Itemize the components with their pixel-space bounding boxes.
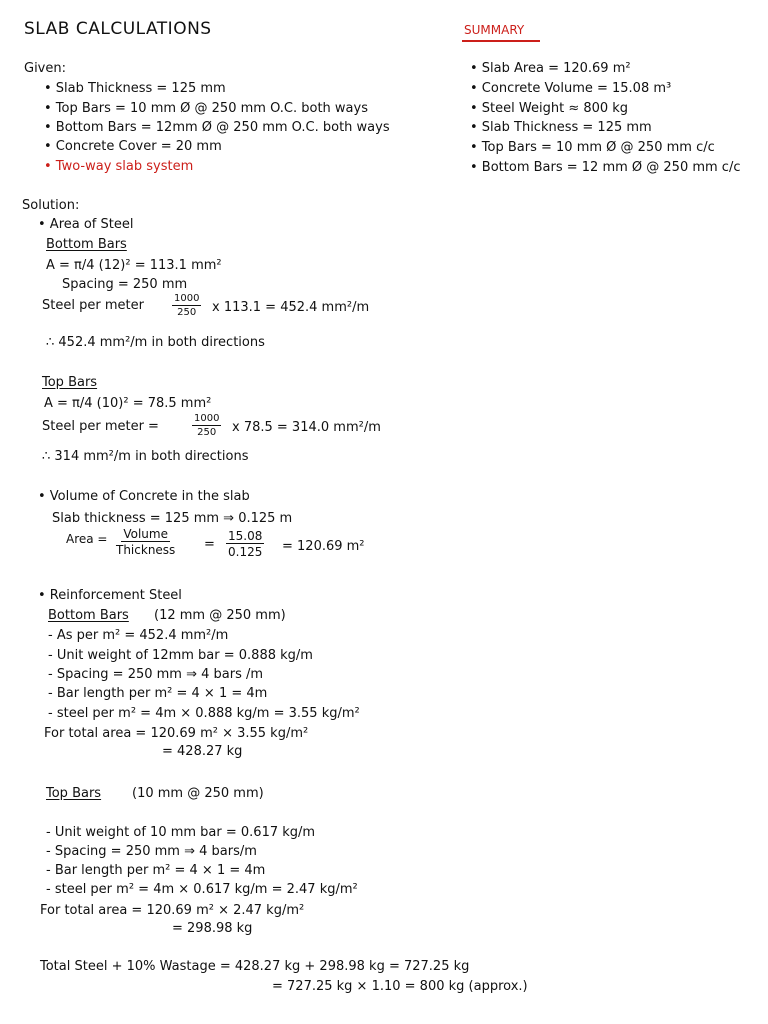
fraction-denominator: 250 — [197, 427, 217, 438]
bottom-steel-spec: (12 mm @ 250 mm) — [154, 608, 286, 623]
top-bars-spm-result: x 78.5 = 314.0 mm²/m — [232, 420, 381, 435]
calc-line: For total area = 120.69 m² × 3.55 kg/m² — [44, 726, 309, 741]
values-fraction — [226, 530, 264, 558]
fraction-denominator: 250 — [177, 307, 197, 318]
area-label: Area = — [66, 532, 108, 546]
summary-item: • Slab Thickness = 125 mm — [470, 120, 652, 135]
calc-line: - Spacing = 250 mm ⇒ 4 bars /m — [48, 667, 264, 682]
fraction-denominator: 0.125 — [228, 545, 263, 559]
bottom-bars-area: A = π/4 (12)² = 113.1 mm² — [46, 258, 222, 273]
top-steel-heading: Top Bars — [46, 786, 102, 801]
page-title: SLAB CALCULATIONS — [24, 19, 212, 39]
given-label: Given: — [24, 61, 66, 76]
calc-line: - Unit weight of 12mm bar = 0.888 kg/m — [48, 648, 313, 663]
calc-line: - steel per m² = 4m × 0.888 kg/m = 3.55 kg/m² — [48, 706, 360, 721]
calc-line: - Unit weight of 10 mm bar = 0.617 kg/m — [46, 825, 316, 840]
area-steel-heading: • Area of Steel — [38, 217, 134, 232]
calc-line: - Spacing = 250 mm ⇒ 4 bars/m — [46, 844, 257, 859]
top-bars-spm-label: Steel per meter = — [42, 419, 159, 434]
calc-line: - As per m² = 452.4 mm²/m — [48, 628, 229, 643]
summary-heading: SUMMARY — [464, 23, 525, 37]
summary-item: • Slab Area = 120.69 m² — [470, 61, 631, 76]
bottom-steel-heading: Bottom Bars — [48, 608, 129, 623]
top-bars-area: A = π/4 (10)² = 78.5 mm² — [44, 396, 212, 411]
top-bars-spm-fraction — [192, 414, 221, 438]
summary-item: • Top Bars = 10 mm Ø @ 250 mm c/c — [470, 140, 715, 155]
bottom-bars-spm-result: x 113.1 = 452.4 mm²/m — [212, 300, 370, 315]
bottom-bars-spm-fraction — [172, 294, 201, 318]
bottom-bars-spm-label: Steel per meter — [42, 298, 144, 313]
fraction-numerator: 1000 — [194, 413, 220, 424]
fraction-numerator: 15.08 — [228, 529, 263, 543]
equals-sign: = — [204, 537, 215, 552]
given-item: • Concrete Cover = 20 mm — [44, 139, 222, 154]
total-line: Total Steel + 10% Wastage = 428.27 kg + 298.98 kg = 727.25 kg — [40, 959, 470, 974]
bottom-bars-spacing: Spacing = 250 mm — [62, 277, 188, 292]
given-item: • Slab Thickness = 125 mm — [44, 81, 226, 96]
calc-line: - steel per m² = 4m × 0.617 kg/m = 2.47 kg/m² — [46, 882, 358, 897]
calc-result: = 428.27 kg — [162, 744, 243, 759]
fraction-numerator: Volume — [123, 527, 168, 541]
calc-line: - Bar length per m² = 4 × 1 = 4m — [48, 686, 268, 701]
summary-item: • Concrete Volume = 15.08 m³ — [470, 81, 672, 96]
top-steel-spec: (10 mm @ 250 mm) — [132, 786, 264, 801]
reinforcement-heading: • Reinforcement Steel — [38, 588, 182, 603]
bottom-bars-heading: Bottom Bars — [46, 237, 127, 252]
summary-underline — [462, 40, 540, 42]
area-result: = 120.69 m² — [282, 539, 365, 554]
total-result: = 727.25 kg × 1.10 = 800 kg (approx.) — [272, 979, 528, 994]
solution-label: Solution: — [22, 198, 80, 213]
bottom-bars-conclusion: ∴ 452.4 mm²/m in both directions — [46, 335, 265, 350]
given-item-highlight: • Two-way slab system — [44, 159, 194, 174]
fraction-denominator: Thickness — [116, 543, 176, 557]
summary-item: • Steel Weight ≈ 800 kg — [470, 101, 629, 116]
given-item: • Bottom Bars = 12mm Ø @ 250 mm O.C. both ways — [44, 120, 390, 135]
slab-thickness-line: Slab thickness = 125 mm ⇒ 0.125 m — [52, 511, 293, 526]
given-item: • Top Bars = 10 mm Ø @ 250 mm O.C. both ways — [44, 101, 368, 116]
top-bars-conclusion: ∴ 314 mm²/m in both directions — [42, 449, 249, 464]
volume-over-thickness-fraction — [116, 528, 175, 556]
top-bars-heading: Top Bars — [42, 375, 98, 390]
fraction-numerator: 1000 — [174, 293, 200, 304]
calc-line: - Bar length per m² = 4 × 1 = 4m — [46, 863, 266, 878]
calc-result: = 298.98 kg — [172, 921, 253, 936]
volume-heading: • Volume of Concrete in the slab — [38, 489, 250, 504]
summary-item: • Bottom Bars = 12 mm Ø @ 250 mm c/c — [470, 160, 741, 175]
calc-line: For total area = 120.69 m² × 2.47 kg/m² — [40, 903, 305, 918]
